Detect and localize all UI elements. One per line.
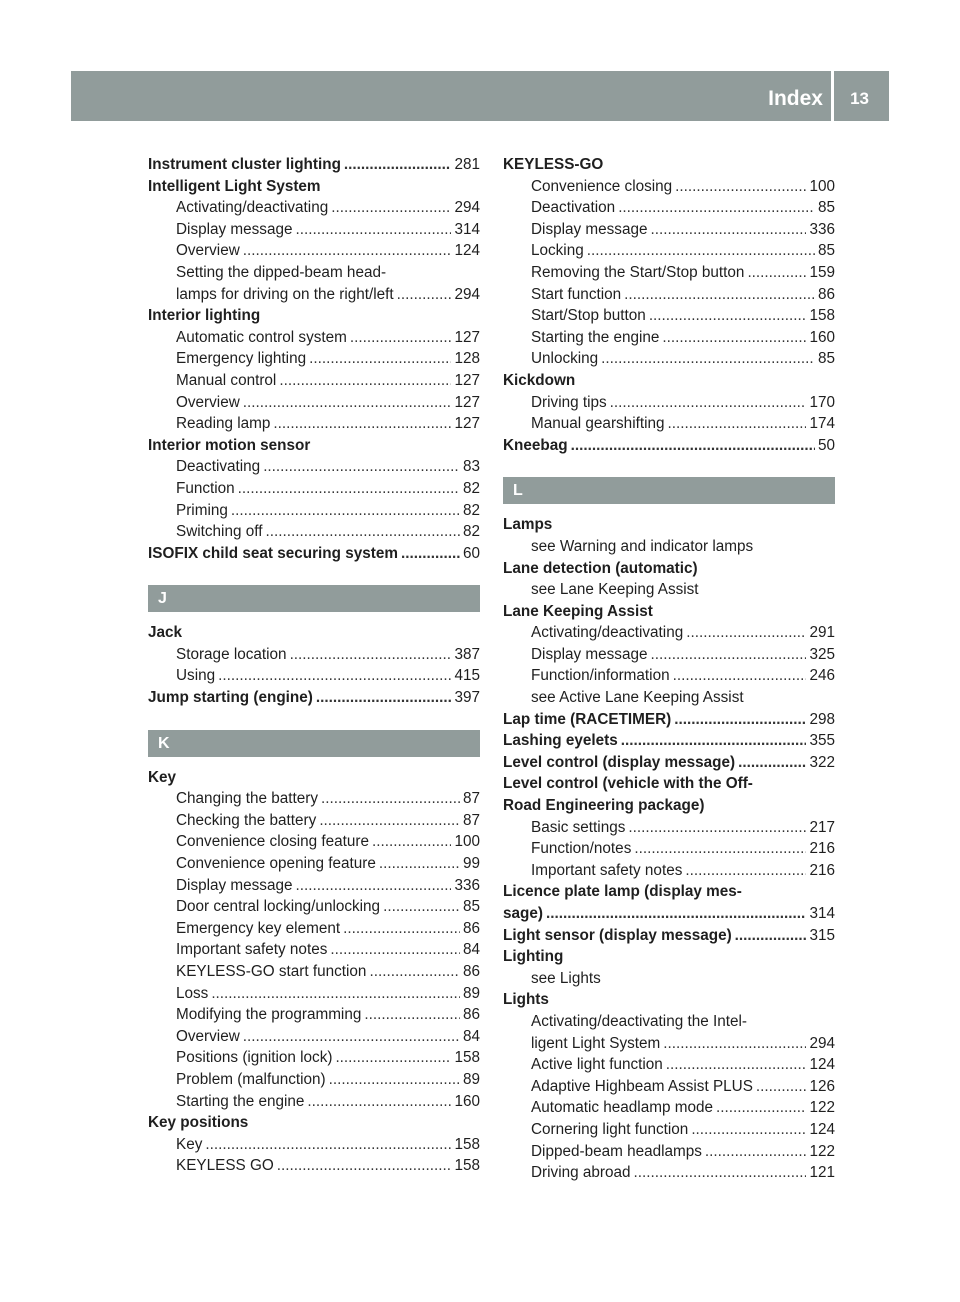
index-subentry (148, 1004, 480, 1026)
page-ref: 174 (809, 415, 835, 433)
index-subentry (503, 1097, 835, 1119)
dot-leader (290, 644, 452, 666)
entry-text: Deactivating (176, 458, 261, 476)
index-heading: Level control (vehicle with the Off- (503, 775, 753, 793)
page-ref: 87 (462, 811, 480, 829)
page-ref: 246 (809, 667, 835, 685)
dot-leader (601, 348, 815, 370)
dot-leader (691, 1119, 806, 1141)
index-column-right (503, 154, 835, 1184)
index-note: see Active Lane Keeping Assist (531, 689, 744, 707)
dot-leader (756, 1076, 807, 1098)
page-ref: 336 (454, 876, 480, 894)
index-note: Activating/deactivating the Intel- (531, 1012, 747, 1030)
index-subentry (503, 665, 835, 687)
index-subentry (503, 327, 835, 349)
entry-text: KEYLESS-GO start function (176, 963, 367, 980)
page-ref: 100 (809, 177, 835, 195)
page-ref: 82 (462, 479, 480, 497)
dot-leader (716, 1097, 807, 1119)
index-subentry (148, 348, 480, 370)
index-subentry (148, 1091, 480, 1113)
dot-leader (364, 1004, 460, 1026)
dot-leader (243, 392, 452, 414)
page-ref: 158 (454, 1157, 480, 1175)
page-ref: 121 (809, 1164, 835, 1182)
page-ref: 122 (809, 1099, 835, 1117)
entry-text: Key (176, 1135, 203, 1153)
dot-leader (329, 1069, 460, 1091)
entry-text: Adaptive Highbeam Assist PLUS (531, 1077, 753, 1095)
entry-text: Automatic control system (176, 328, 347, 346)
page-ref: 89 (462, 984, 480, 1002)
page-ref: 86 (462, 1006, 480, 1024)
index-subentry (148, 197, 480, 219)
dot-leader (747, 262, 806, 284)
entry-text: Dipped-beam headlamps (531, 1142, 702, 1160)
page-ref: 86 (462, 963, 480, 980)
dot-leader (295, 219, 451, 241)
index-subentry (148, 413, 480, 435)
page-ref: 84 (462, 1027, 480, 1045)
entry-text: Unlocking (531, 350, 599, 368)
dot-leader (397, 284, 452, 306)
entry-text: Convenience closing feature (176, 833, 370, 851)
index-subentry (148, 219, 480, 241)
dot-leader (319, 810, 460, 832)
dot-leader (663, 1033, 806, 1055)
index-subentry (503, 622, 835, 644)
page-ref: 85 (817, 350, 835, 368)
entry-text: Activating/deactivating (531, 624, 684, 642)
page-ref: 216 (809, 861, 835, 879)
entry-text: Display message (531, 220, 648, 238)
index-entry (503, 435, 835, 457)
entry-text: Activating/deactivating (176, 199, 329, 217)
index-subentry (148, 918, 480, 940)
page-ref: 298 (809, 710, 835, 728)
page-ref: 85 (817, 199, 835, 217)
index-entry (148, 687, 480, 709)
entry-text: Convenience opening feature (176, 855, 376, 873)
index-subentry (148, 853, 480, 875)
dot-leader (685, 860, 806, 882)
index-heading: Interior lighting (148, 307, 261, 325)
dot-leader (205, 1134, 451, 1156)
page-ref: 87 (462, 790, 480, 808)
index-group (503, 514, 835, 1183)
dot-leader (218, 665, 451, 687)
index-subentry (148, 500, 480, 522)
index-subentry (503, 392, 835, 414)
index-subentry (148, 478, 480, 500)
page-ref: 82 (462, 501, 480, 519)
index-subentry (148, 1047, 480, 1069)
index-subentry (148, 1155, 480, 1177)
dot-leader (273, 413, 451, 435)
dot-leader (628, 817, 806, 839)
dot-leader (738, 752, 806, 774)
entry-text: Deactivation (531, 199, 616, 217)
index-subentry (503, 1033, 835, 1055)
entry-text: Modifying the programming (176, 1006, 362, 1024)
entry-text: ligent Light System (531, 1034, 661, 1052)
dot-leader (735, 925, 807, 947)
index-subentry (148, 875, 480, 897)
page-ref: 158 (454, 1049, 480, 1067)
page-ref: 160 (454, 1092, 480, 1110)
page-ref: 336 (809, 220, 835, 238)
dot-leader (666, 1054, 807, 1076)
index-heading: Key positions (148, 1114, 249, 1132)
letter-heading-k: K (148, 730, 480, 757)
entry-text: Active light function (531, 1056, 663, 1074)
dot-leader (650, 219, 806, 241)
page-ref: 86 (462, 919, 480, 937)
entry-text: Automatic headlamp mode (531, 1099, 713, 1117)
page-ref: 83 (462, 458, 480, 476)
dot-leader (546, 903, 807, 925)
index-subentry (503, 1119, 835, 1141)
page-ref: 60 (462, 544, 480, 562)
index-heading: Road Engineering package) (503, 797, 705, 815)
entry-text: Driving abroad (531, 1164, 631, 1182)
dot-leader (610, 392, 807, 414)
entry-text: KEYLESS GO (176, 1157, 274, 1175)
dot-leader (379, 853, 460, 875)
entry-text: Instrument cluster lighting (148, 156, 341, 173)
dot-leader (335, 1047, 451, 1069)
page-number: 13 (850, 89, 869, 108)
index-subentry (503, 817, 835, 839)
page-ref: 314 (454, 220, 480, 238)
index-subentry (148, 1134, 480, 1156)
page-ref: 170 (809, 393, 835, 411)
index-subentry (148, 788, 480, 810)
index-heading: Intelligent Light System (148, 177, 321, 195)
page-ref: 85 (462, 898, 480, 916)
entry-text: Problem (malfunction) (176, 1070, 326, 1088)
page-ref: 127 (454, 415, 480, 433)
page-ref: 159 (809, 263, 835, 281)
header-divider (831, 71, 834, 121)
page-ref: 85 (817, 242, 835, 260)
index-heading: Jack (148, 624, 183, 642)
index-subentry (503, 1076, 835, 1098)
section-title: Index (768, 87, 823, 110)
dot-leader (243, 240, 452, 262)
index-entry (503, 730, 835, 752)
index-note: Setting the dipped-beam head- (176, 263, 387, 281)
index-subentry (148, 939, 480, 961)
entry-text: Starting the engine (176, 1092, 305, 1110)
dot-leader (279, 370, 451, 392)
dot-leader (331, 197, 451, 219)
dot-leader (673, 665, 807, 687)
index-subentry (148, 456, 480, 478)
dot-leader (675, 176, 806, 198)
index-subentry (148, 392, 480, 414)
entry-text: Loss (176, 984, 209, 1002)
index-heading: Licence plate lamp (display mes- (503, 883, 742, 901)
dot-leader (211, 983, 460, 1005)
index-note: see Lane Keeping Assist (531, 581, 699, 599)
index-heading: Lighting (503, 948, 564, 966)
entry-text: Lashing eyelets (503, 732, 618, 750)
entry-text: Start function (531, 285, 622, 303)
page-ref: 216 (809, 840, 835, 858)
entry-text: lamps for driving on the right/left (176, 285, 394, 303)
index-subentry (503, 197, 835, 219)
entry-text: Overview (176, 393, 240, 411)
dot-leader (662, 327, 806, 349)
index-note: see Lights (531, 969, 601, 987)
page-ref: 84 (462, 941, 480, 959)
page-ref: 294 (809, 1034, 835, 1052)
header-bar (71, 71, 889, 121)
page-ref: 294 (454, 285, 480, 303)
page-ref: 124 (454, 242, 480, 260)
dot-leader (571, 435, 815, 457)
page-ref: 50 (817, 436, 835, 454)
index-entry (503, 709, 835, 731)
entry-text: sage) (503, 905, 543, 922)
entry-text: Function (176, 479, 235, 497)
page-ref: 124 (809, 1120, 835, 1138)
index-heading: KEYLESS-GO (503, 156, 604, 173)
entry-text: Important safety notes (531, 861, 683, 879)
letter-heading-l: L (503, 477, 835, 504)
index-subentry (503, 860, 835, 882)
entry-text: Important safety notes (176, 941, 328, 959)
page-ref: 99 (462, 855, 480, 873)
index-entry (148, 543, 480, 565)
index-heading: Lights (503, 991, 549, 1009)
entry-text: Kneebag (503, 436, 568, 454)
index-subentry (148, 240, 480, 262)
entry-text: Display message (176, 220, 293, 238)
entry-text: Basic settings (531, 818, 626, 836)
dot-leader (321, 788, 460, 810)
index-subentry (503, 348, 835, 370)
dot-leader (330, 939, 460, 961)
index-subentry (503, 262, 835, 284)
dot-leader (369, 961, 460, 983)
dot-leader (243, 1026, 460, 1048)
entry-text: Function/information (531, 667, 670, 685)
dot-leader (295, 875, 451, 897)
page-ref: 397 (454, 689, 480, 707)
entry-text: Overview (176, 242, 240, 260)
index-group (148, 154, 480, 564)
index-group (503, 154, 835, 456)
index-subentry (148, 284, 480, 306)
dot-leader (634, 838, 806, 860)
dot-leader (649, 305, 807, 327)
dot-leader (401, 543, 460, 565)
index-column-left (148, 154, 480, 1177)
dot-leader (674, 709, 806, 731)
index-subentry (503, 305, 835, 327)
letter-heading-j: J (148, 585, 480, 612)
dot-leader (705, 1141, 807, 1163)
entry-text: Checking the battery (176, 811, 317, 829)
page-ref: 315 (809, 926, 835, 944)
entry-text: Removing the Start/Stop button (531, 263, 745, 281)
index-entry (148, 154, 480, 176)
page-ref: 89 (462, 1070, 480, 1088)
page-ref: 294 (454, 199, 480, 217)
index-subentry (148, 961, 480, 983)
index-subentry (148, 896, 480, 918)
entry-text: Changing the battery (176, 790, 319, 808)
index-subentry (148, 983, 480, 1005)
page-ref: 82 (462, 523, 480, 541)
index-subentry (148, 810, 480, 832)
dot-leader (372, 831, 451, 853)
index-subentry (503, 413, 835, 435)
dot-leader (650, 644, 806, 666)
index-heading: Lamps (503, 516, 553, 534)
entry-text: Switching off (176, 523, 263, 541)
entry-text: Using (176, 667, 216, 685)
entry-text: Driving tips (531, 393, 607, 411)
index-subentry (503, 1141, 835, 1163)
index-note: see Warning and indicator lamps (531, 537, 754, 555)
index-subentry (503, 219, 835, 241)
index-group (148, 767, 480, 1177)
index-subentry (148, 644, 480, 666)
dot-leader (668, 413, 807, 435)
entry-text: Function/notes (531, 840, 632, 858)
index-subentry (148, 370, 480, 392)
page-ref: 158 (454, 1135, 480, 1153)
index-heading: Lane detection (automatic) (503, 559, 698, 577)
entry-text: Convenience closing (531, 177, 673, 195)
page-ref: 128 (454, 350, 480, 368)
page-ref: 100 (454, 833, 480, 851)
entry-text: Display message (531, 645, 648, 663)
dot-leader (309, 348, 451, 370)
entry-text: Emergency key element (176, 919, 341, 937)
entry-text: Light sensor (display message) (503, 926, 732, 944)
page-ref: 314 (809, 905, 835, 922)
index-subentry (503, 838, 835, 860)
index-subentry (503, 1054, 835, 1076)
index-subentry (503, 240, 835, 262)
page-ref: 122 (809, 1142, 835, 1160)
page-ref: 387 (454, 645, 480, 663)
index-group (148, 622, 480, 708)
entry-text: Overview (176, 1027, 240, 1045)
dot-leader (238, 478, 460, 500)
page-ref: 86 (817, 285, 835, 303)
entry-text: Manual gearshifting (531, 415, 665, 433)
dot-leader (350, 327, 452, 349)
entry-text: Start/Stop button (531, 307, 646, 325)
index-heading: Key (148, 768, 177, 786)
page-ref: 158 (809, 307, 835, 325)
dot-leader (587, 240, 815, 262)
index-subentry (148, 665, 480, 687)
entry-text: Cornering light function (531, 1120, 689, 1138)
dot-leader (686, 622, 806, 644)
page-ref: 124 (809, 1056, 835, 1074)
entry-text: Lap time (RACETIMER) (503, 710, 672, 728)
index-heading: Lane Keeping Assist (503, 602, 653, 620)
entry-text: Storage location (176, 645, 287, 663)
entry-text: Reading lamp (176, 415, 271, 433)
index-subentry (148, 1026, 480, 1048)
entry-text: Starting the engine (531, 328, 660, 346)
page-ref: 322 (809, 753, 835, 771)
index-subentry (148, 1069, 480, 1091)
page-ref: 355 (809, 732, 835, 750)
page-ref: 126 (809, 1077, 835, 1095)
dot-leader (621, 730, 807, 752)
index-subentry (148, 521, 480, 543)
entry-text: Priming (176, 501, 228, 519)
index-entry (503, 903, 835, 925)
index-heading: Kickdown (503, 371, 576, 389)
dot-leader (307, 1091, 451, 1113)
page-ref: 127 (454, 393, 480, 411)
dot-leader (624, 284, 815, 306)
entry-text: Jump starting (engine) (148, 689, 313, 707)
index-subentry (503, 284, 835, 306)
entry-text: Positions (ignition lock) (176, 1049, 333, 1067)
entry-text: ISOFIX child seat securing system (148, 544, 398, 562)
dot-leader (383, 896, 460, 918)
index-subentry (148, 831, 480, 853)
index-entry (503, 925, 835, 947)
entry-text: Display message (176, 876, 293, 894)
dot-leader (344, 154, 452, 176)
entry-text: Level control (display message) (503, 753, 736, 771)
dot-leader (633, 1162, 806, 1184)
page-ref: 160 (809, 328, 835, 346)
dot-leader (265, 521, 460, 543)
index-subentry (503, 176, 835, 198)
page-ref: 325 (809, 645, 835, 663)
entry-text: Door central locking/unlocking (176, 898, 381, 916)
page-ref: 217 (809, 818, 835, 836)
dot-leader (263, 456, 460, 478)
index-entry (503, 752, 835, 774)
page-ref: 127 (454, 371, 480, 389)
index-subentry (503, 1162, 835, 1184)
index-heading: Interior motion sensor (148, 436, 311, 454)
dot-leader (343, 918, 460, 940)
dot-leader (618, 197, 815, 219)
page-ref: 281 (454, 156, 480, 173)
entry-text: Locking (531, 242, 584, 260)
dot-leader (231, 500, 460, 522)
entry-text: Manual control (176, 371, 277, 389)
index-subentry (503, 644, 835, 666)
page-ref: 291 (809, 624, 835, 642)
dot-leader (316, 687, 452, 709)
page-ref: 415 (454, 667, 480, 685)
index-subentry (148, 327, 480, 349)
page-ref: 127 (454, 328, 480, 346)
entry-text: Emergency lighting (176, 350, 307, 368)
dot-leader (277, 1155, 452, 1177)
